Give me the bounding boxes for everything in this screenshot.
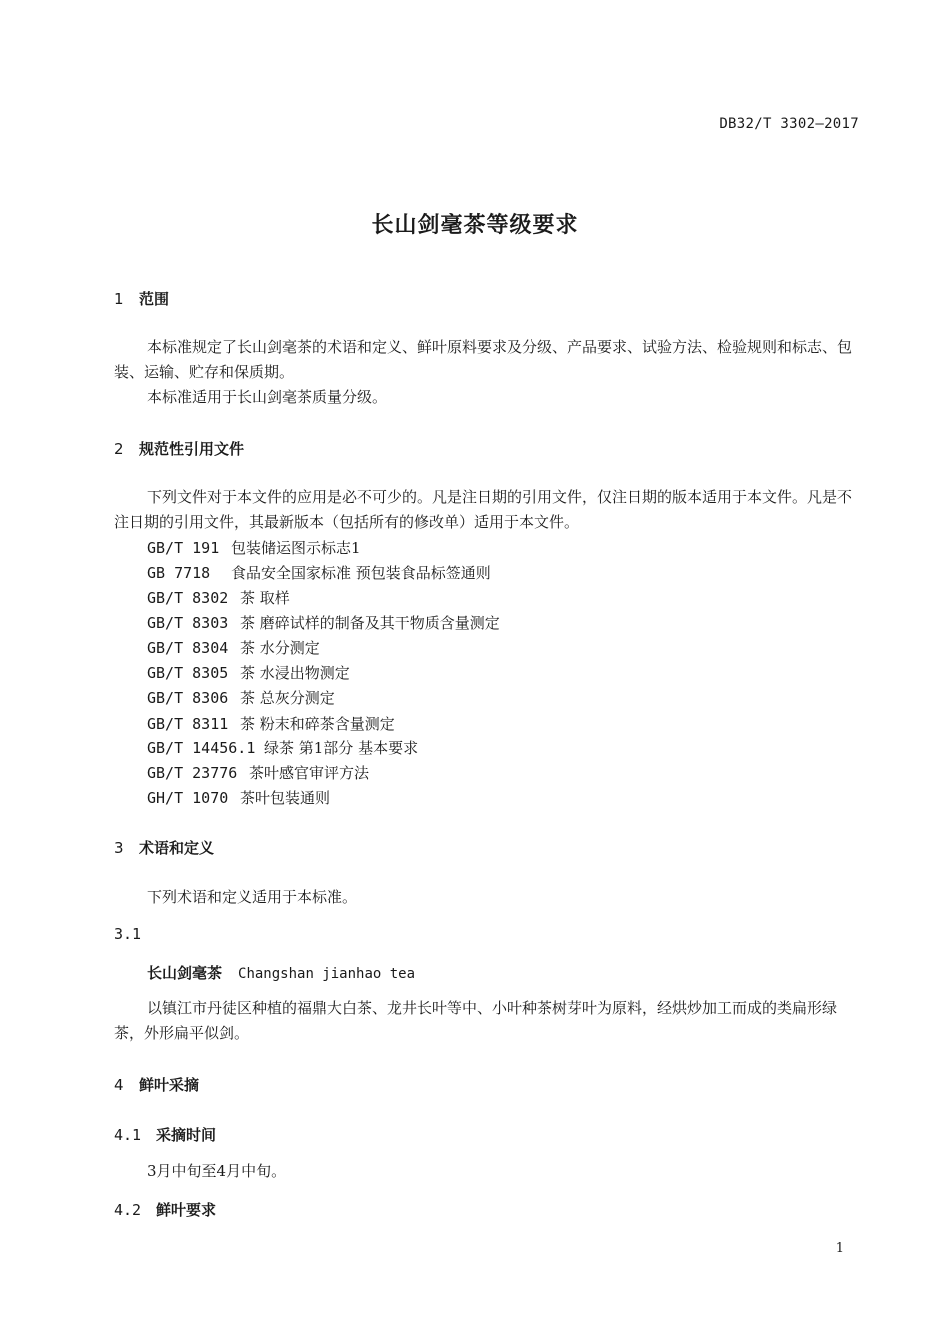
reference-item xyxy=(147,562,491,583)
reference-code: GB/T 23776 xyxy=(147,764,238,782)
reference-code: GB/T 8304 xyxy=(147,639,229,657)
section-number: 4.1 xyxy=(114,1126,142,1144)
harvest-time-text: 3月中旬至4月中旬。 xyxy=(147,1162,287,1180)
section-title: 鲜叶要求 xyxy=(156,1201,217,1219)
reference-item xyxy=(147,687,335,708)
reference-title: 食品安全国家标准 预包装食品标签通则 xyxy=(231,564,491,582)
section-title: 术语和定义 xyxy=(139,839,215,857)
clause-number: 3.1 xyxy=(114,925,142,943)
paragraph-text: 本标准适用于长山剑毫茶质量分级。 xyxy=(147,388,388,406)
reference-item xyxy=(147,587,290,608)
section-2-heading xyxy=(114,438,244,459)
reference-code: GH/T 1070 xyxy=(147,789,229,807)
reference-item xyxy=(147,537,361,558)
reference-code: GB/T 8303 xyxy=(147,614,229,632)
term-entry xyxy=(147,962,415,983)
reference-item xyxy=(147,637,320,658)
term-chinese: 长山剑毫茶 xyxy=(147,964,223,982)
section-3-heading xyxy=(114,837,214,858)
section-number: 3 xyxy=(114,839,124,857)
paragraph-text: 下列文件对于本文件的应用是必不可少的。凡是注日期的引用文件，仅注日期的版本适用于本文件。凡是不注日期的引用文件，其最新版本（包括所有的修改单）适用于本文件。 xyxy=(114,488,853,531)
subsection-4-2-heading xyxy=(114,1199,216,1220)
reference-code: GB/T 8305 xyxy=(147,664,229,682)
section-number: 4.2 xyxy=(114,1201,142,1219)
reference-item xyxy=(147,713,395,734)
reference-item xyxy=(147,612,500,633)
term-definition xyxy=(114,996,860,1046)
reference-item xyxy=(147,762,369,783)
document-title: 长山剑毫茶等级要求 xyxy=(371,213,579,238)
reference-title: 绿茶 第1部分 基本要求 xyxy=(264,739,419,757)
reference-code: GB 7718 xyxy=(147,564,211,582)
reference-title: 茶 水分测定 xyxy=(240,639,320,657)
reference-code: GB/T 8306 xyxy=(147,689,229,707)
reference-title: 茶叶感官审评方法 xyxy=(249,764,370,782)
reference-item xyxy=(147,787,330,808)
reference-title: 茶叶包装通则 xyxy=(240,789,331,807)
reference-title: 茶 取样 xyxy=(240,589,290,607)
reference-item xyxy=(147,662,350,683)
reference-item xyxy=(147,737,418,758)
section-number: 1 xyxy=(114,290,124,308)
paragraph-text: 以镇江市丹徒区种植的福鼎大白茶、龙井长叶等中、小叶种茶树芽叶为原料，经烘炒加工而成的类扁形绿茶，外形扁平似剑。 xyxy=(114,999,838,1042)
reference-title: 茶 粉末和碎茶含量测定 xyxy=(240,715,395,733)
references-intro xyxy=(114,485,860,535)
standard-code: DB32/T 3302—2017 xyxy=(719,116,859,132)
reference-title: 茶 总灰分测定 xyxy=(240,689,335,707)
scope-paragraph-2 xyxy=(114,385,860,410)
page-number: 1 xyxy=(835,1241,844,1256)
reference-title: 茶 水浸出物测定 xyxy=(240,664,350,682)
section-1-heading xyxy=(114,288,169,309)
reference-code: GB/T 191 xyxy=(147,539,220,557)
reference-title: 茶 磨碎试样的制备及其干物质含量测定 xyxy=(240,614,500,632)
section-title: 规范性引用文件 xyxy=(139,440,245,458)
section-title: 鲜叶采摘 xyxy=(139,1076,200,1094)
terms-intro: 下列术语和定义适用于本标准。 xyxy=(147,888,358,906)
paragraph-text: 本标准规定了长山剑毫茶的术语和定义、鲜叶原料要求及分级、产品要求、试验方法、检验规则和标志、包装、运输、贮存和保质期。 xyxy=(114,338,853,381)
subsection-4-1-heading xyxy=(114,1124,216,1145)
reference-code: GB/T 8311 xyxy=(147,715,229,733)
section-title: 采摘时间 xyxy=(156,1126,217,1144)
reference-code: GB/T 8302 xyxy=(147,589,229,607)
scope-paragraph-1 xyxy=(114,335,860,385)
section-4-heading xyxy=(114,1074,199,1095)
section-number: 2 xyxy=(114,440,124,458)
section-number: 4 xyxy=(114,1076,124,1094)
reference-code: GB/T 14456.1 xyxy=(147,739,256,757)
reference-title: 包装储运图示标志1 xyxy=(231,539,361,557)
term-english: Changshan jianhao tea xyxy=(238,966,416,982)
section-title: 范围 xyxy=(139,290,170,308)
